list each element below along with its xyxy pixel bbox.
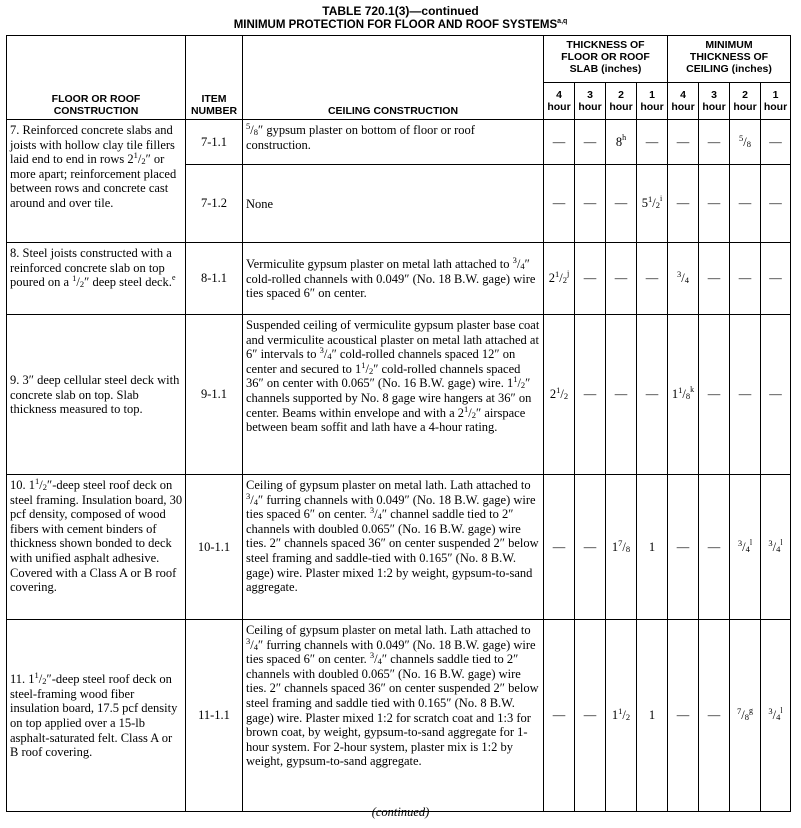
continued-note: (continued)	[371, 805, 430, 819]
header-slab-thickness: THICKNESS OF FLOOR OR ROOF SLAB (inches)	[544, 36, 668, 83]
item-number-cell: 11-1.1	[186, 620, 243, 812]
value-cell: $1^1/_8^k$	[668, 315, 699, 475]
value-cell: —	[606, 315, 637, 475]
value-cell: $^7/_8^g$	[730, 620, 761, 812]
value-cell: $1^7/_8$	[606, 475, 637, 620]
value-cell: 8$^h$	[606, 120, 637, 165]
value-cell: —	[668, 475, 699, 620]
value-cell: —	[575, 315, 606, 475]
item-number-cell: 9-1.1	[186, 315, 243, 475]
value-cell: $^3/_4^l$	[730, 475, 761, 620]
table-title-line1: TABLE 720.1(3)—continued	[322, 4, 479, 18]
value-cell: $2^1/_2^j$	[544, 243, 575, 315]
header-hour: 4 hour	[668, 83, 699, 120]
value-cell: —	[730, 243, 761, 315]
value-cell: —	[730, 315, 761, 475]
header-hour: 3 hour	[699, 83, 730, 120]
value-cell: 1	[637, 475, 668, 620]
value-cell: —	[544, 120, 575, 165]
value-cell: —	[575, 120, 606, 165]
item-number-cell: 7-1.1	[186, 120, 243, 165]
ceiling-construction-cell: Suspended ceiling of vermiculite gypsum plaster base coat and vermiculite acoustical plaster on metal lath attached at 6″ intervals to $^3/_4''$ cold-rolled channels spaced 12″ on center and secured to $1^1/_2''$ cold-rolled channels spaced 36″ on center with 0.065″ (No. 16 B.W. gage) wire. $1^1/_2''$ channels supported by No. 8 gage wire hangers at 36″ on center. Beams within envelope and with a $2^1/_2''$ airspace between beam soffit and lath have a 4-hour rating.	[243, 315, 544, 475]
value-cell: —	[668, 165, 699, 243]
value-cell: —	[575, 243, 606, 315]
value-cell: —	[699, 243, 730, 315]
ceiling-construction-cell: None	[243, 165, 544, 243]
value-cell: —	[730, 165, 761, 243]
table-row	[7, 120, 791, 165]
value-cell: $^3/_4^l$	[761, 620, 791, 812]
header-hour: 2 hour	[606, 83, 637, 120]
value-cell: —	[575, 620, 606, 812]
value-cell: —	[699, 620, 730, 812]
value-cell: —	[544, 165, 575, 243]
item-number-cell: 10-1.1	[186, 475, 243, 620]
item-number-cell: 7-1.2	[186, 165, 243, 243]
value-cell: —	[668, 120, 699, 165]
item-number-cell: 8-1.1	[186, 243, 243, 315]
header-hour: 2 hour	[730, 83, 761, 120]
value-cell: —	[761, 315, 791, 475]
value-cell: —	[544, 620, 575, 812]
value-cell: —	[637, 243, 668, 315]
floor-construction-cell: 9. 3″ deep cellular steel deck with concrete slab on top. Slab thickness measured to top.	[7, 315, 186, 475]
ceiling-construction-cell: Vermiculite gypsum plaster on metal lath attached to $^3/_4''$ cold-rolled channels with 0.049″ (No. 18 B.W. gage) wire ties spaced 6″ on center.	[243, 243, 544, 315]
header-hour: 3 hour	[575, 83, 606, 120]
protection-table	[6, 35, 791, 812]
title-footnote: a,q	[557, 18, 568, 26]
ceiling-construction-cell: $^5/_8''$ gypsum plaster on bottom of floor or roof construction.	[243, 120, 544, 165]
value-cell: —	[699, 475, 730, 620]
value-cell: $5^1/_2^i$	[637, 165, 668, 243]
value-cell: —	[637, 315, 668, 475]
value-cell: $^3/_4$	[668, 243, 699, 315]
header-hour: 4 hour	[544, 83, 575, 120]
header-hour: 1 hour	[761, 83, 791, 120]
value-cell: —	[761, 243, 791, 315]
value-cell: —	[606, 243, 637, 315]
table-title	[0, 4, 801, 32]
value-cell: $^3/_4^l$	[761, 475, 791, 620]
value-cell: $2^1/_2$	[544, 315, 575, 475]
value-cell: —	[761, 120, 791, 165]
header-item-number: ITEM NUMBER	[186, 36, 243, 120]
value-cell: $1^1/_2$	[606, 620, 637, 812]
value-cell: —	[575, 475, 606, 620]
value-cell: —	[699, 165, 730, 243]
table-row	[7, 315, 791, 475]
value-cell: —	[699, 315, 730, 475]
header-ceiling-thickness: MINIMUM THICKNESS OF CEILING (inches)	[668, 36, 791, 83]
table-row	[7, 475, 791, 620]
value-cell: —	[699, 120, 730, 165]
floor-construction-cell: 10. $1^1/_2''$-deep steel roof deck on steel framing. Insulation board, 30 pcf density, composed of wood fibers with cement binders of thickness shown bonded to deck with unified asphalt adhesive. Covered with a Class A or B roof covering.	[7, 475, 186, 620]
ceiling-construction-cell: Ceiling of gypsum plaster on metal lath. Lath attached to $^3/_4''$ furring channels with 0.049″ (No. 18 B.W. gage) wire ties spaced 6″ on center. $^3/_4''$ channels saddle tied to 2″ channels with doubled 0.065″ (No. 16 B.W. gage) wire ties. 2″ channels spaced 36″ on center suspended 2″ below steel framing and saddle tied with 0.165″ (No. 8 B.W. gage) wire. Plaster mixed 1:2 for scratch coat and 1:3 for brown coat, by weight, gypsum-to-sand aggregate for 1-hour system. For 2-hour system, plaster mix is 1:2 by weight, gypsum-to-sand aggregate.	[243, 620, 544, 812]
table-row	[7, 243, 791, 315]
value-cell: —	[575, 165, 606, 243]
value-cell: $^5/_8$	[730, 120, 761, 165]
value-cell: —	[761, 165, 791, 243]
ceiling-construction-cell: Ceiling of gypsum plaster on metal lath. Lath attached to $^3/_4''$ furring channels with 0.049″ (No. 18 B.W. gage) wire ties spaced 6″ on center. $^3/_4''$ channel saddle tied to 2″ channels with doubled 0.065″ (No. 16 B.W. gage) wire ties. 2″ channels spaced 36″ on center suspended 2″ below steel framing and saddle-tied with 0.165″ (No. 8 B.W. gage) wire. Plaster mixed 1:2 by weight, gypsum-to-sand aggregate.	[243, 475, 544, 620]
header-ceiling-construction: CEILING CONSTRUCTION	[243, 36, 544, 120]
header-floor-construction: FLOOR OR ROOF CONSTRUCTION	[7, 36, 186, 120]
table-row	[7, 620, 791, 812]
floor-construction-cell: 11. $1^1/_2''$-deep steel roof deck on steel-framing wood fiber insulation board, 17.5 pcf density on top applied over a 15-lb asphalt-saturated felt. Class A or B roof covering.	[7, 620, 186, 812]
header-hour: 1 hour	[637, 83, 668, 120]
floor-construction-cell: 8. Steel joists constructed with a reinforced concrete slab on top poured on a $^1/_2''$ deep steel deck.$^e$	[7, 243, 186, 315]
value-cell: 1	[637, 620, 668, 812]
value-cell: —	[606, 165, 637, 243]
value-cell: —	[637, 120, 668, 165]
value-cell: —	[544, 475, 575, 620]
table-title-line2: MINIMUM PROTECTION FOR FLOOR AND ROOF SYSTEMS$^{a,q}$	[233, 18, 568, 31]
floor-construction-cell: 7. Reinforced concrete slabs and joists with hollow clay tile fillers laid end to end in rows $2^1/_2''$ or more apart; reinforcement placed between rows and concrete cast around and over tile.	[7, 120, 186, 243]
value-cell: —	[668, 620, 699, 812]
